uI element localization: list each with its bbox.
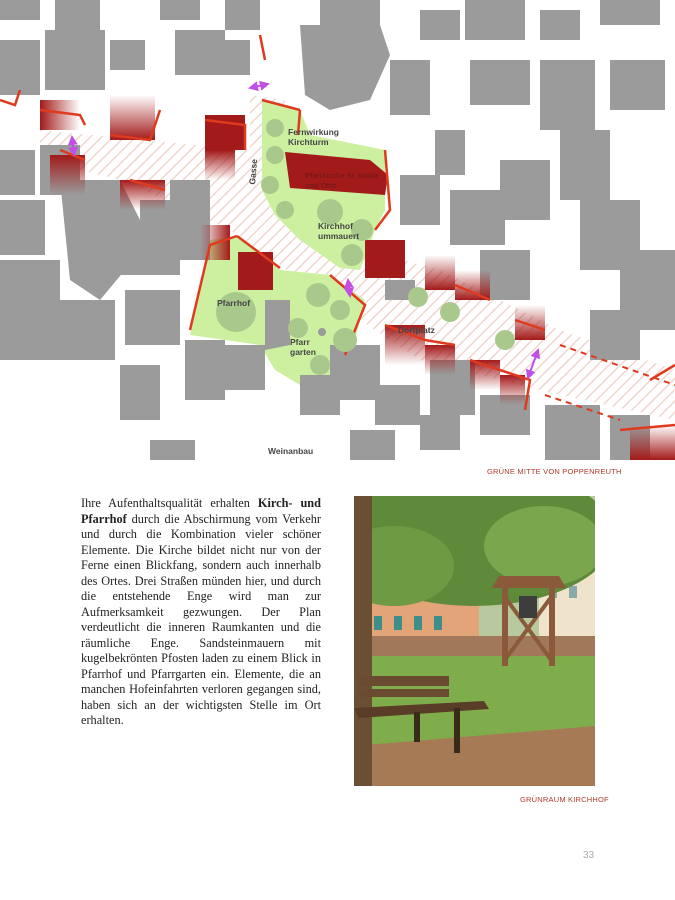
map-caption: GRÜNE MITTE VON POPPENREUTH [487, 467, 622, 476]
label-pfarrgarten: Pfarr garten [290, 337, 316, 357]
label-weinanbau: Weinanbau [268, 446, 314, 456]
body-rest: durch die Abschirmung vom Verkehr und durch die Kombination vieler schöner Elemente. Die Kirche bildet nicht nur von der Ferne einen Blickfang, sondern auch innerhalb des Ortes. Drei Straßen münden hier, und durch die entstehende Enge wird man zur Aufmerksamkeit gezwungen. Der Plan verdeutlicht die inneren Raumkanten und die räumliche Enge. Sandsteinmauern mit kugelbekrönten Pfosten laden zu einem Blick in Pfarrhof und Pfarrgarten ein. Elemente, die an manchen Hofeinfahrten verloren gegangen sind, haben sich an der wichtigsten Stelle im Ort erhalten. [81, 511, 321, 727]
well-marker [318, 328, 326, 336]
photo-caption: GRÜNRAUM KIRCHHOF [520, 795, 609, 804]
body-intro: Ihre Aufenthaltsqualität erhalten [81, 496, 258, 510]
photo-illustration [354, 496, 595, 786]
body-bold: Kirch- und Pfarrhof [81, 496, 321, 526]
label-dorfplatz: Dorfplatz [398, 325, 435, 335]
label-gasse: Gasse [247, 158, 260, 185]
label-church: Pfarrkirche St. Maria und Otto [305, 171, 378, 190]
kirchhof-photo [354, 496, 595, 786]
page-number: 33 [583, 850, 595, 861]
label-fernwirkung: Fernwirkung Kirchturm [288, 127, 340, 147]
label-pfarrhof: Pfarrhof [217, 298, 251, 308]
label-kirchhof: Kirchhof ummauert [318, 221, 360, 241]
body-paragraph [81, 496, 321, 729]
